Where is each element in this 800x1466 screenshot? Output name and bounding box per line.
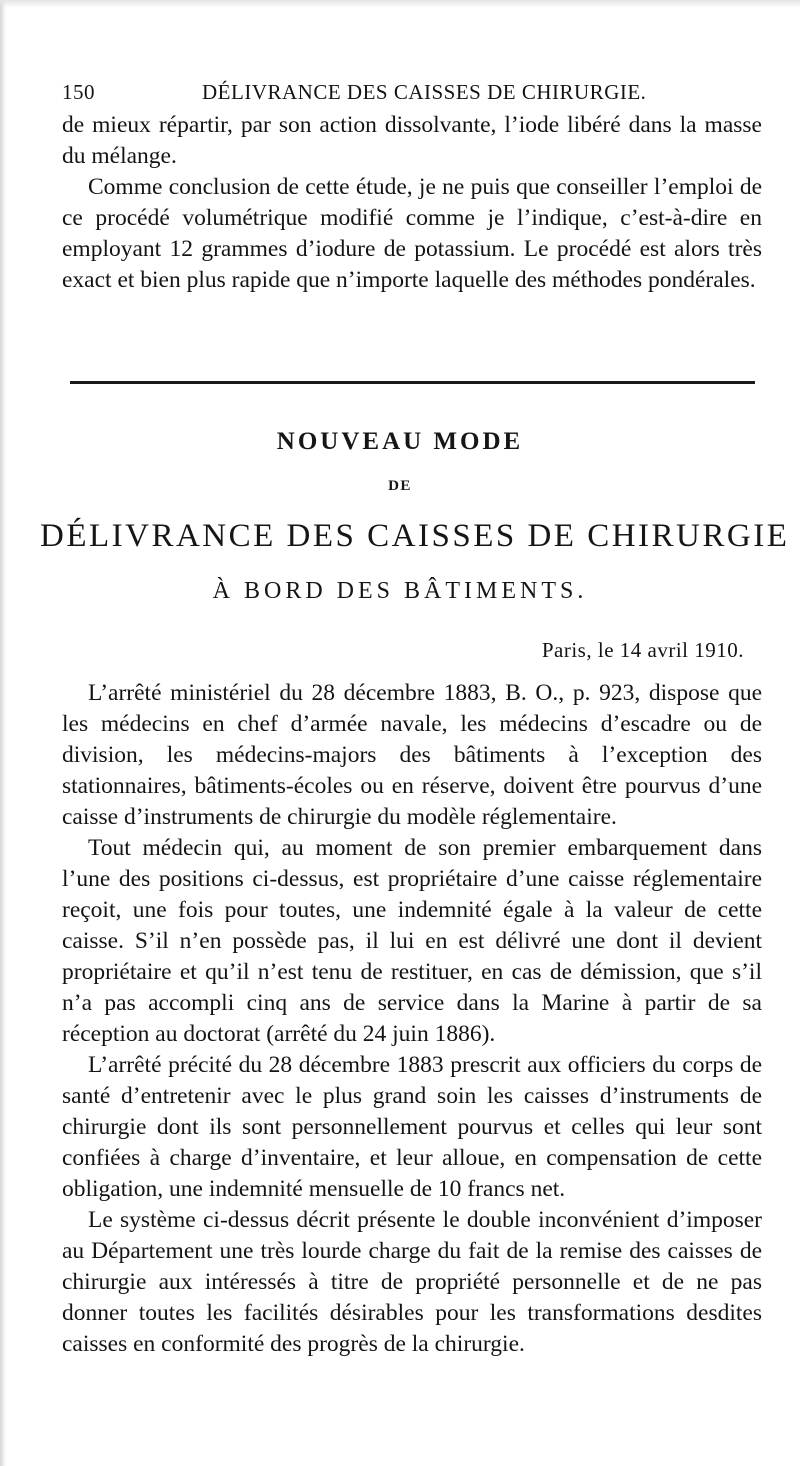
section-divider-rule (70, 381, 755, 384)
running-title: DÉLIVRANCE DES CAISSES DE CHIRURGIE. (202, 80, 647, 104)
paragraph: Tout médecin qui, au moment de son premier embarquement dans l’une des positions ci-dessus, est propriétaire d’une caisse réglementaire reçoit, une fois pour toutes, une indemnité égale à la valeur de cette caisse. S’il n’en possède pas, il lui en est délivré une dont il devient propriétaire et qu’il n’est tenu de restituer, en cas de démission, que s’il n’a pas accompli cinq ans de service dans la Marine à partir de sa réception au doctorat (arrêté du 24 juin 1886). (62, 835, 762, 1047)
article-title-line-4: À BORD DES BÂTIMENTS. (212, 578, 588, 604)
paragraph: Comme conclusion de cette étude, je ne puis que conseiller l’emploi de ce procédé volumétrique modifié comme je l’indique, c’est-à-dire en employant 12 grammes d’iodure de potassium. Le procédé est alors très exact et bien plus rapide que n’importe laquelle des méthodes pondérales. (62, 174, 762, 293)
article-body (62, 678, 762, 1360)
article-title-line-3: DÉLIVRANCE DES CAISSES DE CHIRURGIE (40, 518, 790, 554)
dateline: Paris, le 14 avril 1910. (541, 638, 744, 662)
paragraph: de mieux répartir, par son action dissolvante, l’iode libéré dans la masse du mélange. (62, 112, 762, 169)
article-title-line-1: NOUVEAU MODE (276, 428, 524, 455)
page-number: 150 (62, 80, 95, 104)
paragraph: Le système ci-dessus décrit présente le double inconvénient d’imposer au Département une très lourde charge du fait de la remise des caisses de chirurgie aux intéressés à titre de propriété personnelle et de ne pas donner toutes les facilités désirables pour les transformations desdites caisses en conformité des progrès de la chirurgie. (62, 1207, 762, 1357)
running-head (62, 80, 752, 110)
paragraph: L’arrêté précité du 28 décembre 1883 prescrit aux officiers du corps de santé d’entretenir avec le plus grand soin les caisses d’instruments de chirurgie dont ils sont personnellement pourvus et celles qui leur sont confiées à charge d’inventaire, et leur alloue, en compensation de cette obligation, une indemnité mensuelle de 10 francs net. (62, 1052, 762, 1202)
page-edge-shadow (0, 0, 6, 1466)
page-top-shadow (0, 0, 800, 8)
paragraph: L’arrêté ministériel du 28 décembre 1883, B. O., p. 923, dispose que les médecins en chef d’armée navale, les médecins d’escadre ou de division, les médecins-majors des bâtiments à l’exception des stationnaires, bâtiments-écoles ou en réserve, doivent être pourvus d’une caisse d’instruments de chirurgie du modèle réglementaire. (62, 680, 762, 830)
article-title-line-2: DE (388, 478, 412, 494)
previous-article-text (62, 110, 762, 296)
